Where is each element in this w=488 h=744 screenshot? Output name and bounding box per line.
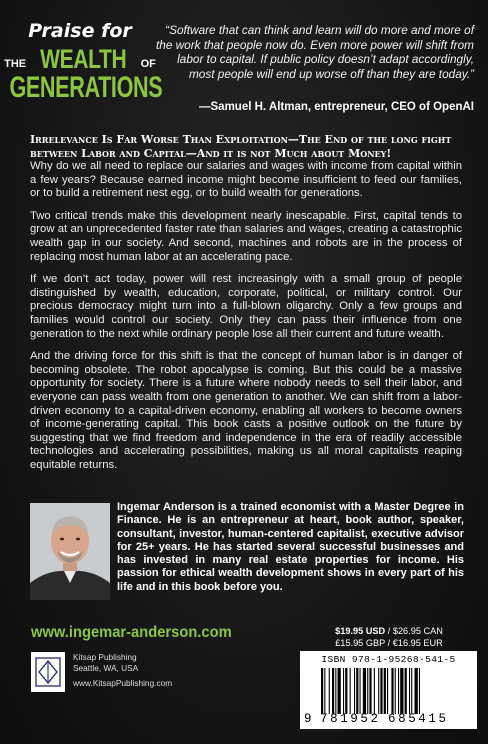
- isbn-barcode: [300, 651, 477, 729]
- barcode-bar: [343, 668, 344, 714]
- praise-for-label: Praise for: [28, 20, 132, 42]
- publisher-name: Kitsap Publishing: [73, 652, 137, 662]
- barcode-bars: [321, 668, 459, 714]
- barcode-bar: [369, 668, 371, 714]
- publisher-block: [31, 652, 172, 692]
- author-portrait-illustration: [30, 503, 110, 600]
- title-the: THE: [4, 58, 27, 70]
- barcode-bar: [415, 668, 418, 714]
- barcode-bar: [378, 668, 379, 714]
- author-bio: Ingemar Anderson is a trained economist with a Master Degree in Finance. He is an entrepreneur at heart, book author, speaker, consultant, investor, human-centered capitalist, executive advisor for 25+ years. He has started several successful businesses and has invested in many real estate properties for income. His passion for ethical wealth development shows in every part of his life and in this book before you.: [117, 501, 464, 593]
- paragraph: Two critical trends make this development nearly inescapable. First, capital tends to grow at an unprecedented faster rate than salaries and wages, creating a catastrophic wealth gap in our society. And second, machines and robots are in the process of replacing most human labor at an accelerating pace.: [30, 209, 462, 263]
- barcode-bar: [395, 668, 396, 714]
- barcode-bar: [356, 668, 358, 714]
- author-website-link[interactable]: www.ingemar-anderson.com: [31, 624, 232, 641]
- barcode-bar: [409, 668, 410, 714]
- publisher-info: [73, 652, 172, 692]
- description-body: [30, 160, 462, 481]
- barcode-bar: [398, 668, 399, 714]
- barcode-digits: [304, 712, 474, 726]
- paragraph: And the driving force for this shift is that the concept of human labor is in danger of becoming obsolete. The robot apocalypse is coming. But this could be a massive opportunity for society. There is a future where nobody needs to sell their labor, and everyone can pass wealth from one generation to another. We can shift from a labor-driven economy to a capital-driven economy, enabling all workers to become owners of income-generating capital. This book casts a positive outlook on the future by suggesting that we find freedom and independence in the era of readily accessible technologies and accelerating possibilities, making us all moral capitalists reaping equitable returns.: [30, 350, 462, 471]
- endorsement-quote: “Software that can think and learn will do more and more of the work that people now do. Even more power will shift from labor to capital. If public policy doesn’t adapt accordingly, most people will end up worse off than they are today.”: [155, 23, 474, 81]
- barcode-bar: [380, 668, 382, 714]
- barcode-bar: [367, 668, 368, 714]
- publisher-location: Seattle, WA, USA: [73, 663, 139, 673]
- barcode-bar: [345, 668, 347, 714]
- quote-attribution: —Samuel H. Altman, entrepreneur, CEO of OpenAI: [199, 101, 474, 113]
- barcode-bar: [411, 668, 412, 714]
- barcode-bar: [405, 668, 407, 714]
- barcode-bar: [350, 668, 351, 714]
- title-of: OF: [140, 58, 156, 70]
- barcode-bar: [384, 668, 386, 714]
- barcode-bar: [374, 668, 375, 714]
- barcode-bar: [391, 668, 393, 714]
- book-title-top: [4, 44, 156, 74]
- barcode-bar: [360, 668, 361, 714]
- barcode-bar: [419, 668, 420, 714]
- barcode-bar: [363, 668, 366, 714]
- barcode-bar: [321, 668, 323, 714]
- barcode-bar: [329, 668, 330, 714]
- price-gbp-eur: £15.95 GBP / €16.95 EUR: [335, 637, 443, 648]
- paragraph: Why do we all need to replace our salaries and wages with income from capital within a few years? Because earned income might become insufficient to feed our families, or to build a retirement nest egg, or to build wealth for generations.: [30, 160, 462, 200]
- barcode-lead-digit: 9: [304, 712, 312, 726]
- isbn-text: ISBN 978-1-95268-541-5: [321, 654, 456, 665]
- publisher-logo-icon: [31, 652, 65, 692]
- paragraph: If we don’t act today, power will rest increasingly with a small group of people distinguished by wealth, education, corporate, political, or military control. Our precious democracy might turn into a full-blown oligarchy. Only a few groups and families would control our society. Only they can pass their influence from one generation to the next while ordinary people lose all their current and future wealth.: [30, 273, 462, 340]
- barcode-group-1: 781952: [320, 712, 381, 726]
- price-usd: $19.95 USD: [335, 626, 386, 636]
- barcode-bar: [354, 668, 355, 714]
- section-heading: Irrelevance Is Far Worse Than Exploitation—The End of the long fight between Labor and Capital—And it is not Much about Money!: [30, 133, 452, 160]
- author-photo: [30, 503, 110, 600]
- barcode-group-2: 685415: [388, 712, 449, 726]
- title-generations: GENERATIONS: [9, 71, 163, 104]
- barcode-bar: [400, 668, 403, 714]
- price-can: / $26.95 CAN: [385, 626, 443, 636]
- price-block: [300, 626, 478, 649]
- barcode-bar: [387, 668, 388, 714]
- barcode-bar: [332, 668, 334, 714]
- title-wealth: WEALTH: [40, 44, 127, 74]
- barcode-bar: [324, 668, 325, 714]
- barcode-bar: [338, 668, 341, 714]
- barcode-bar: [335, 668, 336, 714]
- publisher-url[interactable]: www.KitsapPublishing.com: [73, 678, 173, 688]
- praise-brand-block: [4, 20, 163, 104]
